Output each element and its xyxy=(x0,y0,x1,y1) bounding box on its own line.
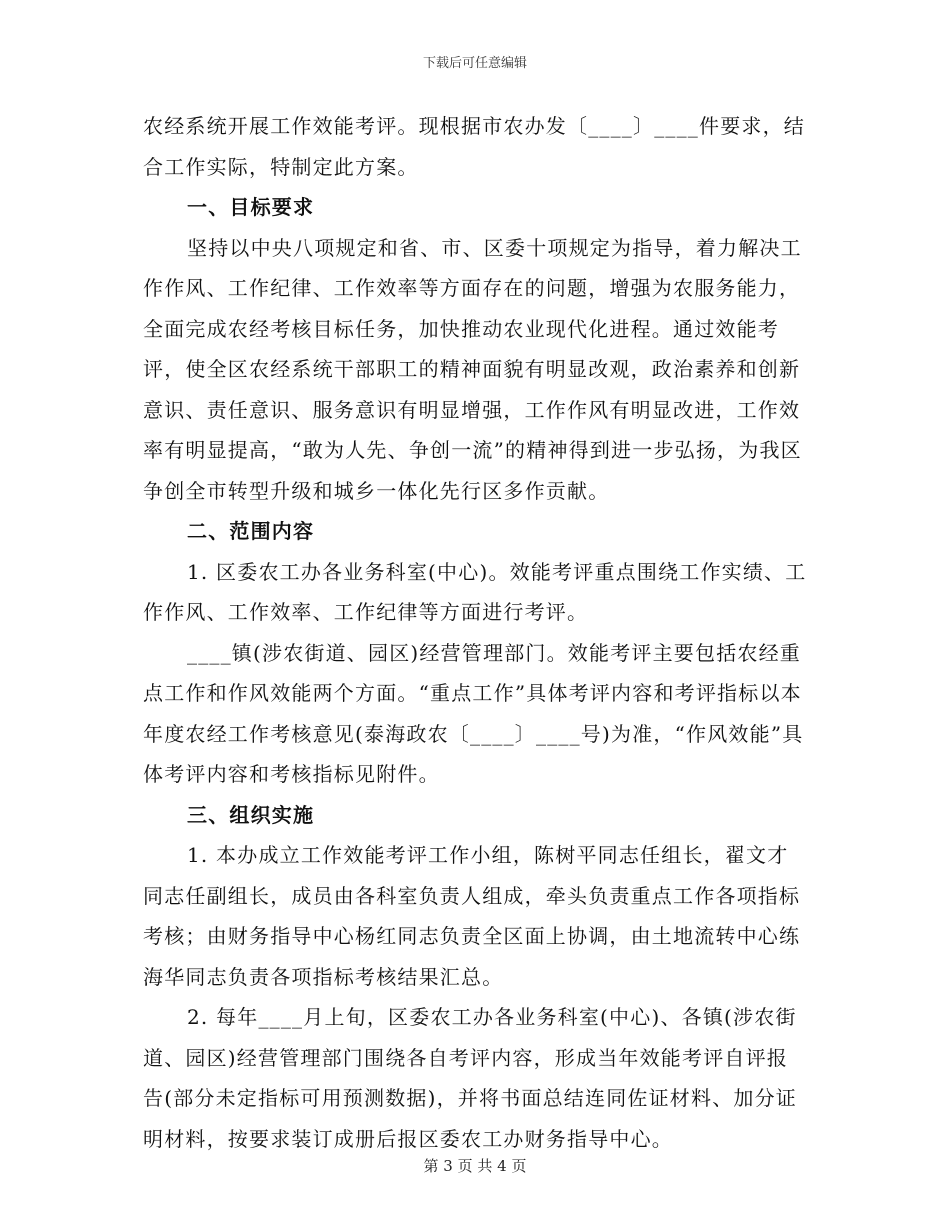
section-heading-scope: 二、范围内容 xyxy=(187,519,315,543)
scope-item-2: ____镇(涉农街道、园区)经营管理部门。效能考评主要包括农经重点工作和作风效能两个方面。“重点工作”具体考评内容和考评指标以本年度农经工作考核意见(泰海政农〔____〕____号)为准，“作风效能”具体考评内容和考核指标见附件。 xyxy=(143,640,804,786)
scope-item-1: 1. 区委农工办各业务科室(中心)。效能考评重点围绕工作实绩、工作作风、工作效率、工作纪律等方面进行考评。 xyxy=(143,559,807,624)
goals-paragraph: 坚持以中央八项规定和省、市、区委十项规定为指导，着力解决工作作风、工作纪律、工作效率等方面存在的问题，增强为农服务能力，全面完成农经考核目标任务，加快推动农业现代化进程。通过效能考评，使全区农经系统干部职工的精神面貌有明显改观，政治素养和创新意识、责任意识、服务意识有明显增强，工作作风有明显改进，工作效率有明显提高，“敢为人先、争创一流”的精神得到进一步弘扬，为我区争创全市转型升级和城乡一体化先行区多作贡献。 xyxy=(143,235,802,503)
document-body xyxy=(143,106,808,1159)
section-heading-implementation: 三、组织实施 xyxy=(187,802,315,827)
section-heading-goals: 一、目标要求 xyxy=(187,195,315,219)
implementation-item-1: 1. 本办成立工作效能考评工作小组，陈树平同志任组长，翟文才同志任副组长，成员由各科室负责人组成，牵头负责重点工作各项指标考核；由财务指导中心杨红同志负责全区面上协调，由土地流转中心练海华同志负责各项指标考核结果汇总。 xyxy=(143,843,801,989)
page-header: 下载后可任意编辑 xyxy=(422,56,527,71)
page-footer: 第 3 页 共 4 页 xyxy=(423,1157,527,1175)
implementation-item-2: 2. 每年____月上旬，区委农工办各业务科室(中心)、各镇(涉农街道、园区)经营管理部门围绕各自考评内容，形成当年效能考评自评报告(部分未定指标可用预测数据)，并将书面总结连同佐证材料、加分证明材料，按要求装订成册后报区委农工办财务指导中心。 xyxy=(143,1005,798,1151)
intro-paragraph: 农经系统开展工作效能考评。现根据市农办发〔____〕____件要求，结合工作实际，特制定此方案。 xyxy=(143,114,805,179)
